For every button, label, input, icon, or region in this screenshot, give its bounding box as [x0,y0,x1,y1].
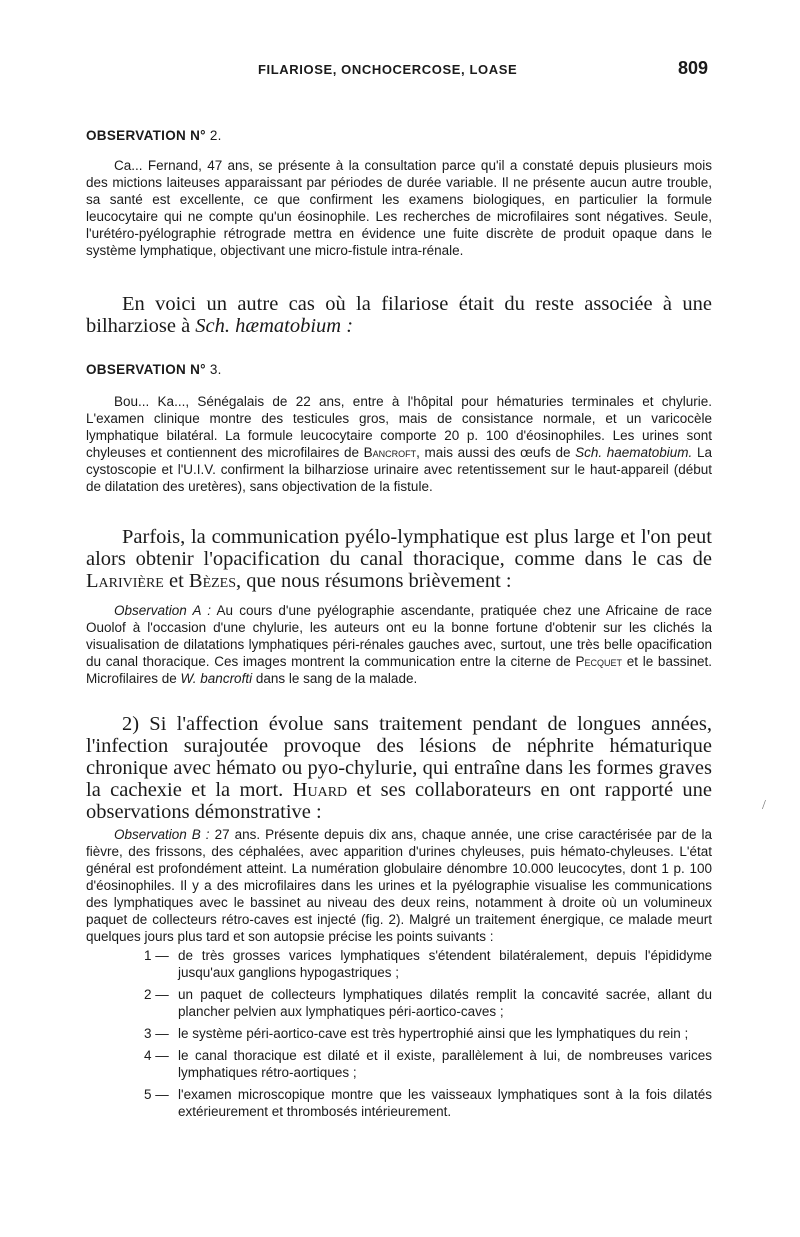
paragraph-text: que nous résumons brièvement : [246,570,512,592]
observation-3-body [86,393,712,495]
observation-number: 3. [209,362,222,377]
list-item-text: de très grosses varices lymphatiques s'étendent bilatéralement, depuis l'épididyme jusqu'aux ganglions hypogastriques ; [178,948,712,980]
paragraph-text: Parfois, la communication pyélo-lymphatique est plus large et l'on peut alors obtenir l'opacification du canal thoracique, comme dans le cas de [86,526,712,570]
list-item-text: le canal thoracique est dilaté et il existe, parallèlement à lui, de nombreuses varices lymphatiques rétro-aortiques ; [178,1048,712,1080]
observation-label: Observation B : [114,827,210,842]
list-item [86,1025,712,1042]
observation-2-body [86,157,712,259]
observation-heading-label: OBSERVATION N° [86,128,206,143]
author-name: Larivière [86,570,164,592]
list-item [86,1086,712,1120]
observation-2-heading [86,128,222,143]
list-item-text: l'examen microscopique montre que les vaisseaux lymphatiques sont à la fois dilatés extérieurement et thrombosés intérieurement. [178,1087,712,1119]
autopsy-findings-list [86,947,712,1120]
observation-heading-label: OBSERVATION N° [86,362,206,377]
author-name: Bancroft, [363,445,420,460]
species-name: Sch. haematobium. [575,445,693,460]
margin-mark: / [762,798,766,813]
page-number: 809 [678,58,709,78]
paragraph-communication [86,526,712,592]
running-title: FILARIOSE, ONCHOCERCOSE, LOASE [258,62,518,77]
list-marker: 2 — [144,987,169,1002]
observation-a-text-1: Au cours d'une pyélographie ascendante, pratiquée chez une Africaine de race Ouolof à l'occasion d'une chylurie, les auteurs ont eu la bonne fortune d'obtenir sur les clichés la visualisation de dilatations lymphatiques péri-rénales gauches avec, surtout, une très belle opacification du canal thoracique. Ces images montrent la communication entre la citerne de [86,603,713,669]
list-item [86,1047,712,1081]
paragraph-evolution [86,713,712,823]
paragraph-text: En voici un autre cas où la filariose était du reste associée à une bilharziose à [86,293,712,337]
observation-label: Observation A : [114,603,211,618]
paragraph-text: et [168,570,184,592]
paragraph-text: 2) Si l'affection évolue sans traitement pendant de longues années, l'infection surajoutée provoque des lésions de néphrite hématurique chronique avec hémato ou pyo-chylurie, qui entraîne dans les formes graves la cachexie et la mort. [86,713,712,801]
observation-3-text-3: La cystoscopie et l'U.I.V. confirment la bilharziose urinaire avec retentissement sur le haut-appareil (début de dilatation des uretères), sans objectivation de la fistule. [86,445,712,494]
list-item [86,947,712,981]
list-item-text: un paquet de collecteurs lymphatiques dilatés remplit la concavité sacrée, allant du plancher pelvien aux lymphatiques péri-aortico-caves ; [178,987,712,1019]
observation-b-body [86,826,712,1125]
list-marker: 1 — [144,948,169,963]
observation-a-body [86,602,712,687]
paragraph-bilharziose [86,293,712,337]
observation-number: 2. [209,128,222,143]
list-marker: 3 — [144,1026,169,1041]
observation-a-text-3: dans le sang de la malade. [255,671,418,686]
paragraph-text: et ses collaborateurs en ont rapporté une observations démonstrative : [86,779,713,823]
author-name: Pecquet [575,654,623,669]
observation-2-text: Ca... Fernand, 47 ans, se présente à la consultation parce qu'il a constaté depuis plusieurs mois des mictions laiteuses apparaissant par périodes de durée variable. Il ne présente aucun autre trouble, sa santé est excellente, ce que confirment les examens biologiques, en particulier la formule leucocytaire qui ne compte qu'un éosinophile. Les recherches de microfilaires sont négatives. Seule, l'urétéro-pyélographie rétrograde mettra en évidence une fuite discrète de produit opaque dans le système lymphatique, objectivant une micro-fistule intra-rénale. [86,158,712,258]
observation-3-heading [86,362,222,377]
list-item [86,986,712,1020]
observation-3-text-2: mais aussi des œufs de [424,445,571,460]
species-name: Sch. hæmatobium : [195,315,354,337]
list-item-text: le système péri-aortico-cave est très hypertrophié ainsi que les lymphatiques du rein ; [178,1026,689,1041]
author-name: Huard [292,779,348,801]
list-marker: 5 — [144,1087,169,1102]
observation-b-text: 27 ans. Présente depuis dix ans, chaque année, une crise caractérisée par de la fièvre, des frissons, des céphalées, avec apparition d'urines chyleuses, puis hémato-chyleuses. L'état général est profondément atteint. La numération globulaire dénombre 10.000 leucocytes, dont 1 p. 100 d'éosinophiles. Il y a des microfilaires dans les urines et la pyélographie visualise les communications des lymphatiques avec le bassinet au niveau des deux reins, notamment à droite où un volumineux paquet de collecteurs rétro-caves est injecté (fig. 2). Malgré un traitement énergique, ce malade meurt quelques jours plus tard et son autopsie précise les points suivants : [86,827,712,944]
list-marker: 4 — [144,1048,169,1063]
observation-a-text-2: et le bassinet. Microfilaires de [86,654,712,686]
species-name: W. bancrofti [180,671,253,686]
observation-3-text-1: Bou... Ka..., Sénégalais de 22 ans, entre à l'hôpital pour hématuries terminales et chylurie. L'examen clinique montre des testicules gros, mais de consistance normale, et un varicocèle lymphatique bilatéral. La formule leucocytaire comporte 20 p. 100 d'éosinophiles. Les urines sont chyleuses et contiennent des microfilaires de [86,394,712,460]
author-name: Bèzes, [188,570,242,592]
